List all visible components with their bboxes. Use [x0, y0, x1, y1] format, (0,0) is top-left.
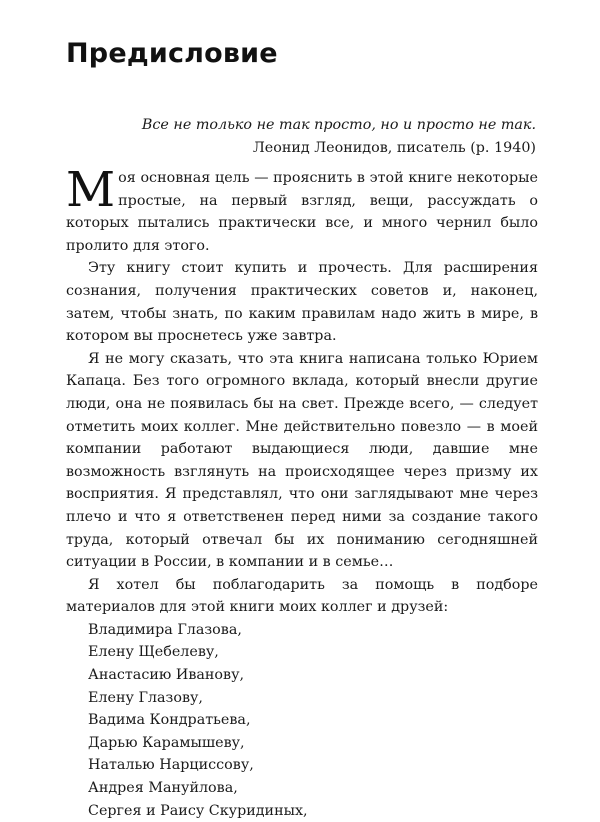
- page-title: Предисловие: [66, 38, 278, 69]
- epigraph: [142, 114, 536, 160]
- paragraph-1-text: оя основная цель — прояснить в этой книге некоторые простые, на первый взгляд, вещи, рассуждать о которых пытались практически все, и много чернил было пролито для этого.: [66, 170, 538, 254]
- acknowledgement-names-list: [66, 619, 538, 822]
- name-list-item: Елену Глазову,: [88, 689, 203, 706]
- name-list-item: Владимира Глазова,: [88, 621, 242, 638]
- body-text: [66, 162, 538, 822]
- name-list-item: Андрея Мануйлова,: [88, 780, 238, 797]
- paragraph-2: Эту книгу стоит купить и прочесть. Для расширения сознания, получения практических советов и, наконец, затем, чтобы знать, по каким правилам надо жить в мире, в котором вы проснетесь уже завтра.: [66, 260, 538, 345]
- epigraph-quote: Все не только не так просто, но и просто не так.: [141, 117, 536, 133]
- name-list-item: Сергея и Раису Скуридиных,: [88, 802, 308, 819]
- paragraph-4: Я хотел бы поблагодарить за помощь в подборе материалов для этой книги моих коллег и друзей:: [66, 576, 538, 616]
- paragraph-3: Я не могу сказать, что эта книга написана только Юрием Капаца. Без того огромного вклада, который внесли другие люди, она не появилась бы на свет. Прежде всего, — следует отметить моих коллег. Мне действительно повезло — в моей компании работают выдающиеся люди, давшие мне возможность взглянуть на происходящее через призму их восприятия. Я представлял, что они заглядывают мне через плечо и что я ответственен перед ними за создание такого труда, который отвечал бы их пониманию сегодняшней ситуации в России, в компании и в семье…: [66, 350, 538, 571]
- name-list-item: Вадима Кондратьева,: [88, 712, 251, 729]
- name-list-item: Дарью Карамышеву,: [88, 734, 245, 751]
- paragraph-1: [66, 162, 538, 257]
- name-list-item: Анастасию Иванову,: [88, 667, 245, 684]
- name-list-item: Наталью Нарциссову,: [88, 757, 254, 774]
- drop-cap: М: [66, 162, 116, 218]
- name-list-item: Елену Щебелеву,: [88, 644, 219, 661]
- epigraph-attribution: Леонид Леонидов, писатель (р. 1940): [252, 140, 536, 156]
